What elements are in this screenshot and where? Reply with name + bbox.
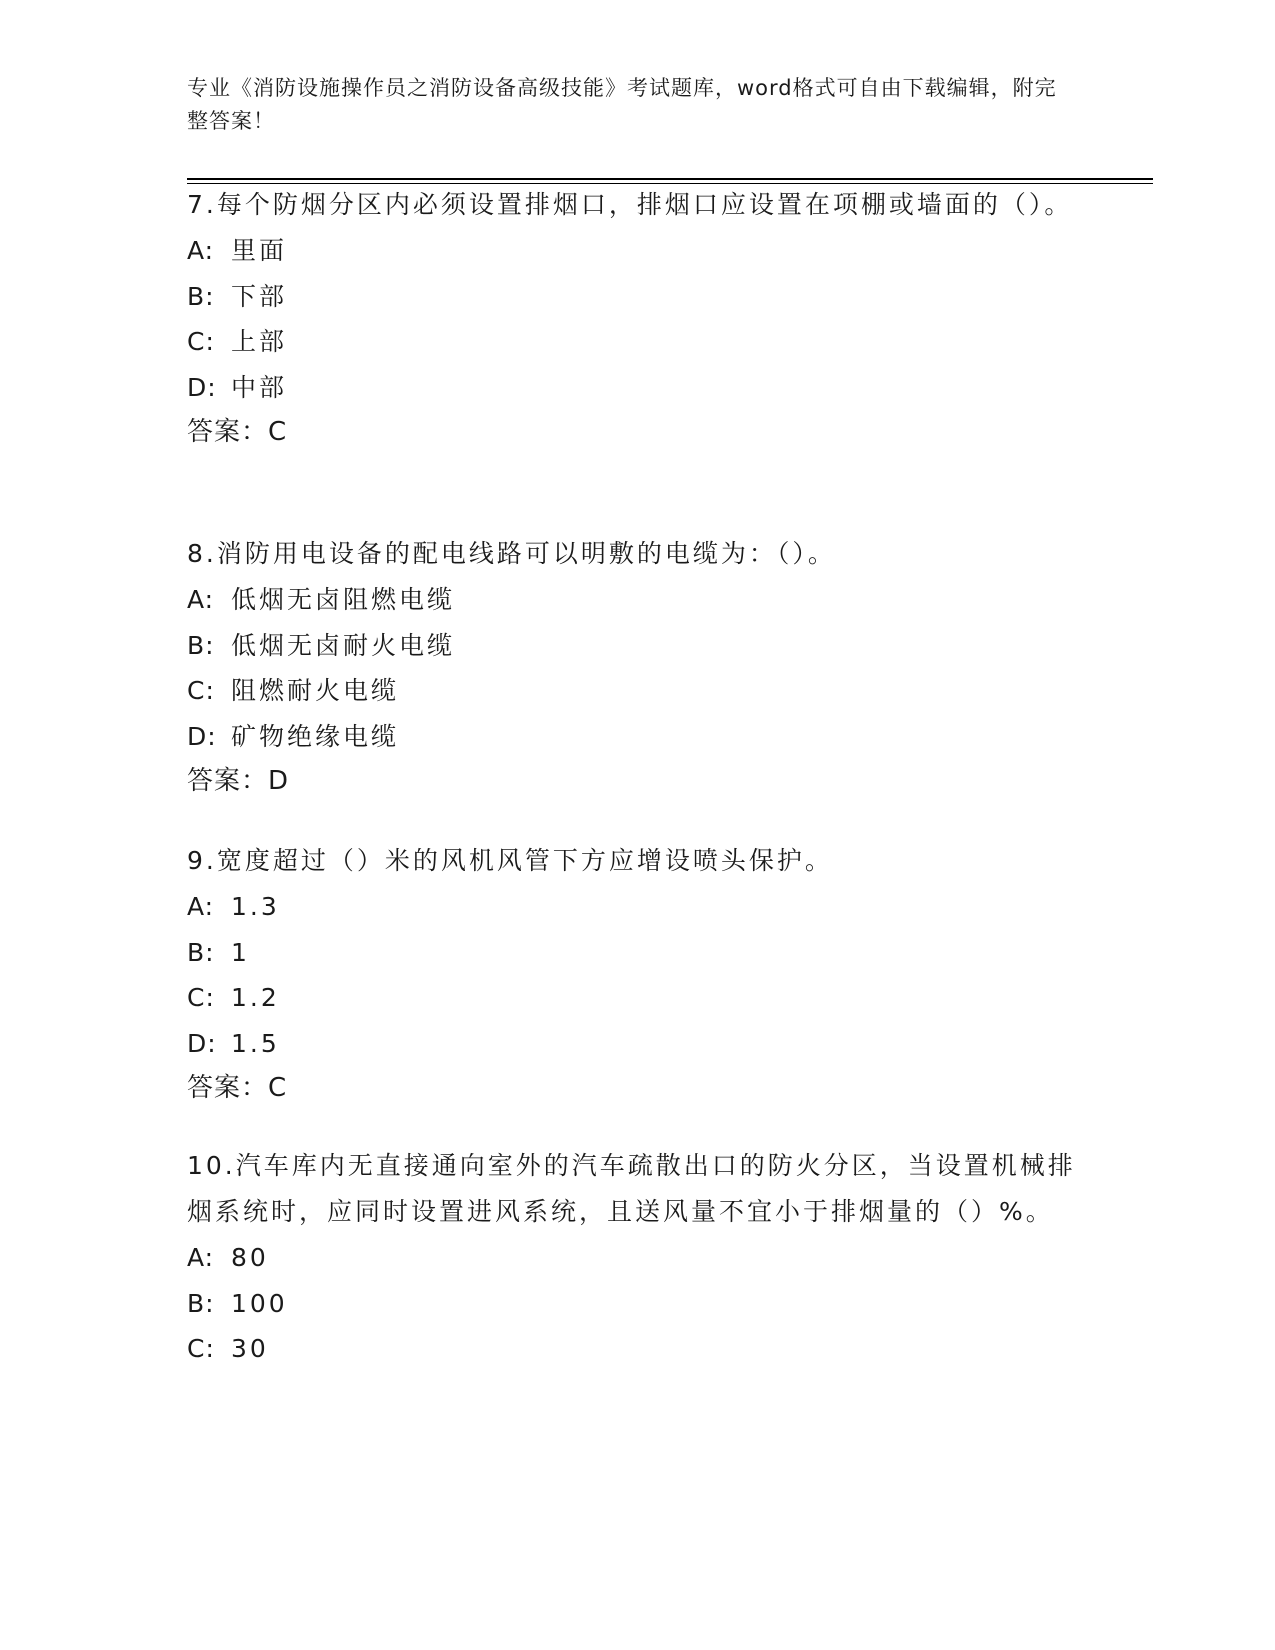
intro-text: 专业《消防设施操作员之消防设备高级技能》考试题库，word格式可自由下载编辑，附完整答案！ xyxy=(187,76,1057,133)
option-b xyxy=(187,623,1087,669)
option-letter: A: xyxy=(187,585,215,614)
question-8 xyxy=(187,531,1087,804)
option-a xyxy=(187,577,1087,623)
option-text: 里面 xyxy=(231,236,288,265)
option-letter: C: xyxy=(187,1334,215,1363)
question-body: 消防用电设备的配电线路可以明敷的电缆为：（）。 xyxy=(216,539,836,568)
answer-line: 答案：D xyxy=(187,766,290,796)
question-7 xyxy=(187,182,1087,455)
option-text: 1.2 xyxy=(231,983,280,1012)
question-10 xyxy=(187,1143,1082,1372)
document-intro xyxy=(187,72,1067,138)
option-a xyxy=(187,228,1087,274)
option-text: 上部 xyxy=(231,327,288,356)
option-letter: D: xyxy=(187,1028,217,1058)
question-number: 9. xyxy=(187,846,217,875)
question-text xyxy=(187,182,1087,228)
option-letter: A: xyxy=(187,892,215,921)
option-text: 中部 xyxy=(231,372,288,402)
option-c xyxy=(187,975,1087,1021)
option-text: 1 xyxy=(231,937,250,967)
option-text: 80 xyxy=(231,1243,269,1272)
option-c xyxy=(187,1326,1082,1372)
answer-line: 答案：C xyxy=(187,1073,288,1103)
header-rule-thick xyxy=(187,178,1153,180)
option-letter: B: xyxy=(187,937,215,967)
question-9 xyxy=(187,838,1087,1111)
option-text: 下部 xyxy=(231,281,288,311)
option-a xyxy=(187,1235,1082,1281)
option-d xyxy=(187,714,1087,760)
option-letter: D: xyxy=(187,721,217,751)
option-text: 100 xyxy=(231,1288,288,1318)
option-letter: C: xyxy=(187,676,215,705)
option-d xyxy=(187,365,1087,411)
option-d xyxy=(187,1021,1087,1067)
option-letter: A: xyxy=(187,1243,215,1272)
option-c xyxy=(187,668,1087,714)
question-number: 8. xyxy=(187,539,217,568)
option-text: 低烟无卤阻燃电缆 xyxy=(231,585,456,614)
option-text: 30 xyxy=(231,1334,269,1363)
option-text: 矿物绝缘电缆 xyxy=(231,721,400,751)
option-letter: B: xyxy=(187,281,215,311)
option-text: 低烟无卤耐火电缆 xyxy=(231,630,456,660)
answer-line: 答案：C xyxy=(187,417,288,447)
option-text: 1.5 xyxy=(231,1028,280,1058)
question-number: 10. xyxy=(187,1151,236,1180)
option-c xyxy=(187,319,1087,365)
option-b xyxy=(187,274,1087,320)
option-letter: A: xyxy=(187,236,215,265)
option-letter: B: xyxy=(187,1288,215,1318)
option-letter: B: xyxy=(187,630,215,660)
option-letter: D: xyxy=(187,372,217,402)
option-text: 阻燃耐火电缆 xyxy=(231,676,400,705)
option-letter: C: xyxy=(187,983,215,1012)
question-body: 每个防烟分区内必须设置排烟口，排烟口应设置在项棚或墙面的（）。 xyxy=(216,190,1073,219)
option-text: 1.3 xyxy=(231,892,280,921)
question-text xyxy=(187,531,1087,577)
question-body: 宽度超过（）米的风机风管下方应增设喷头保护。 xyxy=(216,846,833,875)
option-a xyxy=(187,884,1087,930)
question-text xyxy=(187,838,1087,884)
question-number: 7. xyxy=(187,190,217,219)
question-body: 汽车库内无直接通向室外的汽车疏散出口的防火分区，当设置机械排烟系统时，应同时设置进风系统，且送风量不宜小于排烟量的（）%。 xyxy=(187,1151,1076,1226)
question-text xyxy=(187,1143,1082,1235)
option-b xyxy=(187,1281,1082,1327)
option-b xyxy=(187,930,1087,976)
option-letter: C: xyxy=(187,327,215,356)
